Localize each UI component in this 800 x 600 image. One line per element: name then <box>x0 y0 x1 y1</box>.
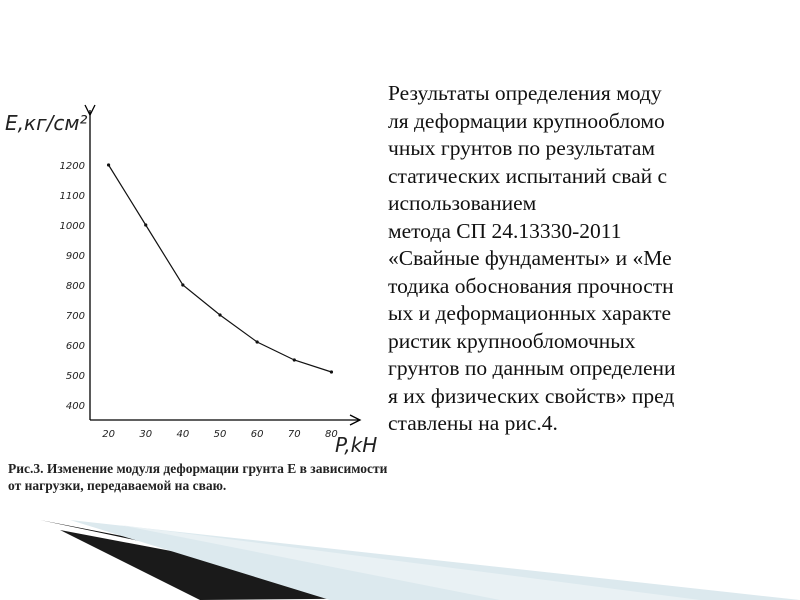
y-tick-label: 1100 <box>59 191 85 202</box>
deformation-modulus-chart <box>0 90 380 455</box>
x-tick-label: 80 <box>325 429 338 440</box>
y-axis-label: E,кг/см² <box>5 111 88 135</box>
data-point <box>218 313 221 316</box>
x-tick-label: 60 <box>250 429 264 440</box>
y-tick-label: 500 <box>65 371 85 382</box>
y-tick-label: 400 <box>65 401 85 412</box>
x-tick-label: 40 <box>176 429 190 440</box>
y-tick-label: 900 <box>65 251 85 262</box>
description-text: Результаты определения моду ля деформации крупнообломо чных грунтов по результатам статических испытаний свай с использованием метода СП 24.13330-2011 «Свайные фундаменты» и «Ме тодика обоснования прочностн ых и деформационных характе ристик крупнообломочных грунтов по данным определени я их физических свойств» пред ставлены на рис.4. <box>388 81 676 435</box>
figure-caption: Рис.3. Изменение модуля деформации грунта Е в зависимости от нагрузки, передаваемой на сваю. <box>8 461 388 493</box>
data-point <box>330 370 333 373</box>
x-axis-label: P,kH <box>335 433 378 455</box>
y-tick-label: 1000 <box>59 221 85 232</box>
y-tick-label: 1200 <box>59 161 85 172</box>
data-point <box>144 223 147 226</box>
data-point <box>107 163 110 166</box>
data-point <box>293 358 296 361</box>
y-tick-label: 700 <box>65 311 85 322</box>
data-point <box>256 340 259 343</box>
x-tick-label: 50 <box>213 429 227 440</box>
x-tick-label: 20 <box>102 429 115 440</box>
decorative-stripes <box>0 520 800 600</box>
x-tick-label: 70 <box>287 429 301 440</box>
data-point <box>181 283 184 286</box>
y-tick-label: 600 <box>65 341 85 352</box>
x-tick-label: 30 <box>139 429 153 440</box>
y-tick-label: 800 <box>65 281 85 292</box>
series-line <box>109 165 332 372</box>
